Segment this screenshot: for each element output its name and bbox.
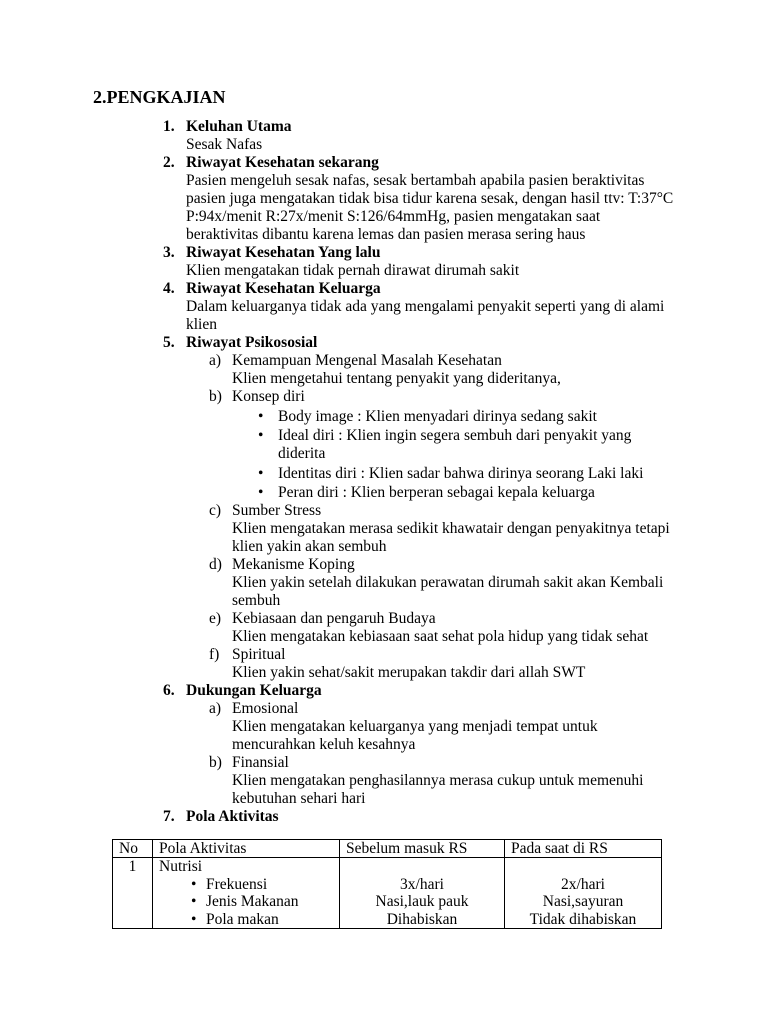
subitem-label: Spiritual <box>232 646 286 663</box>
subitem-label: Finansial <box>232 754 289 771</box>
subitem-label: Sumber Stress <box>232 502 322 519</box>
subitem-label: Kebiasaan dan pengaruh Budaya <box>232 610 436 627</box>
subitem-text-line: Klien yakin setelah dilakukan perawatan dirumah sakit akan Kembali <box>232 574 664 591</box>
cell-no <box>113 858 153 929</box>
section-heading: Riwayat Kesehatan sekarang <box>186 154 379 171</box>
activity-item-text: Frekuensi <box>206 875 268 893</box>
row-number: 1 <box>128 858 137 875</box>
section-text-line: klien <box>186 316 217 333</box>
subitem <box>0 610 768 646</box>
cell-activity <box>153 858 340 929</box>
section-header <box>0 280 768 298</box>
header-during-admission: Pada saat di RS <box>505 840 662 858</box>
subitem-label: Kemampuan Mengenal Masalah Kesehatan <box>232 352 502 369</box>
activity-category: Nutrisi <box>159 858 203 875</box>
subitem-text-line: Klien mengatakan penghasilannya merasa cukup untuk memenuhi <box>232 772 644 789</box>
subitem-text-line: Klien mengetahui tentang penyakit yang dideritanya, <box>232 370 561 387</box>
subitem-header <box>0 352 768 370</box>
activity-item-text: Pola makan <box>206 910 279 928</box>
section-keluhan-utama <box>0 118 768 154</box>
subitem-letter: c) <box>209 502 222 519</box>
bullet-line <box>0 484 768 502</box>
bullet-icon <box>258 408 263 426</box>
assessment-list <box>0 118 768 826</box>
section-heading: Keluhan Utama <box>186 118 292 135</box>
subitem <box>0 352 768 388</box>
section-riwayat-kesehatan-sekarang <box>0 154 768 244</box>
bullet-text: Body image : Klien menyadari dirinya sedang sakit <box>278 407 597 425</box>
subitem-letter: a) <box>209 352 222 369</box>
header-activity-pattern: Pola Aktivitas <box>153 840 340 858</box>
section-number: 3. <box>163 244 175 261</box>
subitem-letter: d) <box>209 556 222 573</box>
section-text-line: Dalam keluarganya tidak ada yang mengalami penyakit seperti yang di alami <box>186 298 665 315</box>
bullet-line <box>0 465 768 483</box>
section-heading: Dukungan Keluarga <box>186 682 322 699</box>
subitem-text-line: sembuh <box>232 592 281 609</box>
activity-item <box>159 876 333 894</box>
section-pola-aktivitas <box>0 808 768 826</box>
subitem <box>0 502 768 556</box>
bullet-item <box>0 408 768 426</box>
section-header <box>0 118 768 136</box>
section-number: 6. <box>163 682 175 699</box>
cell-values <box>511 858 655 928</box>
subitem-header <box>0 754 768 772</box>
cell-value: 3x/hari <box>400 875 444 893</box>
section-heading: Riwayat Kesehatan Keluarga <box>186 280 381 297</box>
section-header <box>0 682 768 700</box>
activity-item <box>159 893 333 911</box>
bullet-line <box>0 408 768 426</box>
section-riwayat-kesehatan-lalu <box>0 244 768 280</box>
cell-before-admission <box>340 858 505 929</box>
bullet-text: Peran diri : Klien berperan sebagai kepala keluarga <box>278 484 595 501</box>
table-header-row <box>113 840 662 858</box>
cell-during-admission <box>505 858 662 929</box>
subitem <box>0 388 768 502</box>
bullet-icon <box>191 876 196 894</box>
section-header <box>0 244 768 262</box>
cell-value: 2x/hari <box>561 875 605 893</box>
section-number: 1. <box>163 118 175 135</box>
bullet-item <box>0 465 768 483</box>
subitem-text-line: mencurahkan keluh kesahnya <box>232 736 416 753</box>
subitem-text-line: Klien mengatakan kebiasaan saat sehat pola hidup yang tidak sehat <box>232 628 649 645</box>
cell-values <box>346 858 498 928</box>
section-number: 4. <box>163 280 175 297</box>
section-text-line: pasien juga mengatakan tidak bisa tidur karena sesak, dengan hasil ttv: T:37°C <box>186 190 674 207</box>
subitem-header <box>0 610 768 628</box>
section-riwayat-psikososial <box>0 334 768 682</box>
activity-pattern-table <box>112 839 662 929</box>
bullet-item <box>0 427 768 463</box>
subitem-header <box>0 388 768 406</box>
subitem-header <box>0 556 768 574</box>
section-riwayat-kesehatan-keluarga <box>0 280 768 334</box>
subitem-letter: f) <box>209 646 220 663</box>
section-heading: Riwayat Kesehatan Yang lalu <box>186 244 381 261</box>
subitem-header <box>0 502 768 520</box>
header-before-admission: Sebelum masuk RS <box>340 840 505 858</box>
subitem-header <box>0 700 768 718</box>
subitem <box>0 754 768 808</box>
section-heading: Riwayat Psikososial <box>186 334 318 351</box>
bullet-text: Identitas diri : Klien sadar bahwa dirinya seorang Laki laki <box>278 464 644 482</box>
section-header <box>0 154 768 172</box>
table-row <box>113 858 662 929</box>
subitem-letter: e) <box>209 610 222 627</box>
subitem-header <box>0 646 768 664</box>
section-number: 5. <box>163 334 175 351</box>
activity-item-text: Jenis Makanan <box>206 893 299 910</box>
cell-value: Tidak dihabiskan <box>529 910 637 928</box>
bullet-icon <box>258 484 263 502</box>
subitem <box>0 700 768 754</box>
section-heading: Pola Aktivitas <box>186 808 279 825</box>
subitem-label: Mekanisme Koping <box>232 556 355 573</box>
section-text-line: Pasien mengeluh sesak nafas, sesak bertambah apabila pasien beraktivitas <box>186 172 645 189</box>
bullet-item <box>0 484 768 502</box>
cell-value: Dihabiskan <box>386 910 458 928</box>
section-header <box>0 334 768 352</box>
bullet-line <box>0 427 768 445</box>
bullet-icon <box>258 465 263 483</box>
subitem-label: Konsep diri <box>232 388 305 405</box>
cell-value: Nasi,sayuran <box>542 893 624 910</box>
subitem-letter: b) <box>209 754 222 771</box>
bullet-text: Ideal diri : Klien ingin segera sembuh dari penyakit yang <box>278 427 632 444</box>
section-header <box>0 808 768 826</box>
subitem-label: Emosional <box>232 700 299 717</box>
bullet-icon <box>191 911 196 929</box>
subitem-text-line: klien yakin akan sembuh <box>232 538 387 555</box>
section-text-line: P:94x/menit R:27x/menit S:126/64mmHg, pasien mengatakan saat <box>186 208 601 225</box>
header-no: No <box>113 840 153 858</box>
subitem-text-line: Klien mengatakan keluarganya yang menjadi tempat untuk <box>232 718 598 735</box>
bullet-icon <box>258 427 263 445</box>
activity-item <box>159 911 333 929</box>
section-dukungan-keluarga <box>0 682 768 808</box>
cell-value: Nasi,lauk pauk <box>375 893 469 910</box>
subitem <box>0 646 768 682</box>
section-number: 2. <box>163 154 175 171</box>
subitem <box>0 556 768 610</box>
section-text-line: Sesak Nafas <box>186 136 263 153</box>
section-text-line: beraktivitas dibantu karena lemas dan pasien merasa sering haus <box>186 226 586 243</box>
section-number: 7. <box>163 808 175 825</box>
page-title: 2.PENGKAJIAN <box>93 87 226 107</box>
bullet-text-line: diderita <box>278 445 326 462</box>
section-text-line: Klien mengatakan tidak pernah dirawat dirumah sakit <box>186 262 520 279</box>
subitem-text-line: Klien yakin sehat/sakit merupakan takdir dari allah SWT <box>232 664 586 681</box>
subitem-letter: a) <box>209 700 222 717</box>
subitem-letter: b) <box>209 388 222 405</box>
subitem-text-line: Klien mengatakan merasa sedikit khawatair dengan penyakitnya tetapi <box>232 520 670 537</box>
bullet-icon <box>191 893 196 911</box>
subitem-text-line: kebutuhan sehari hari <box>232 790 366 807</box>
